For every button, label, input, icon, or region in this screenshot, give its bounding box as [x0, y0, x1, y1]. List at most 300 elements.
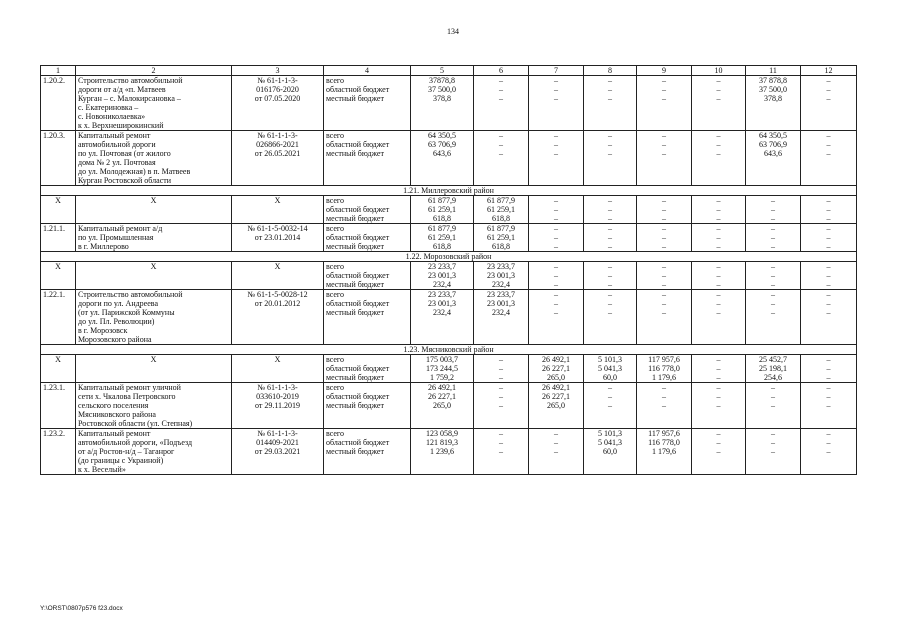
funding-source: областной бюджет [324, 299, 411, 308]
amount-cell: – [746, 290, 801, 300]
section-title: 1.21. Миллеровский район [41, 186, 857, 196]
amount-cell: – [529, 290, 584, 300]
document-ref-line: от 20.01.2012 [254, 299, 301, 308]
amount-cell: – [637, 401, 692, 429]
amount-cell: – [637, 392, 692, 401]
funding-source: областной бюджет [324, 233, 411, 242]
amount-cell: – [637, 383, 692, 393]
amount-cell: 61 877,9 [411, 224, 474, 234]
funding-source: местный бюджет [324, 149, 411, 186]
header-row [41, 66, 857, 76]
amount-cell: – [529, 429, 584, 439]
document-ref [232, 383, 324, 429]
amount-cell: 23 233,7 [411, 290, 474, 300]
amount-cell: 26 227,1 [529, 364, 584, 373]
amount-cell: – [801, 76, 857, 86]
item-number: 1.23.1. [41, 383, 76, 429]
amount-cell: – [746, 401, 801, 429]
item-name-line: дома № 2 ул. Почтовая [78, 158, 156, 167]
amount-cell: – [746, 429, 801, 439]
item-name-line: с. Екатериновка – [78, 103, 139, 112]
table-row [41, 76, 857, 86]
amount-cell: – [746, 299, 801, 308]
document-ref [232, 290, 324, 345]
amount-cell: – [801, 364, 857, 373]
amount-cell: – [801, 85, 857, 94]
amount-cell: 1 179,6 [637, 373, 692, 383]
funding-source: областной бюджет [324, 85, 411, 94]
amount-cell: – [637, 94, 692, 131]
x-placeholder: X [41, 262, 76, 290]
amount-cell: 37 500,0 [411, 85, 474, 94]
column-header: 2 [76, 66, 232, 76]
funding-source: всего [324, 290, 411, 300]
item-number: 1.20.2. [41, 76, 76, 131]
funding-source: всего [324, 262, 411, 272]
amount-cell: 61 259,1 [411, 205, 474, 214]
amount-cell: – [692, 392, 746, 401]
funding-source: областной бюджет [324, 364, 411, 373]
amount-cell: 175 003,7 [411, 355, 474, 365]
amount-cell: – [746, 392, 801, 401]
amount-cell: – [801, 271, 857, 280]
item-name-line: (до границы с Украиной) [78, 456, 164, 465]
funding-source: областной бюджет [324, 140, 411, 149]
document-ref-line: № 61-1-1-3- [257, 76, 298, 85]
amount-cell: 23 001,3 [474, 271, 529, 280]
amount-cell: – [746, 308, 801, 345]
amount-cell: – [692, 364, 746, 373]
amount-cell: 25 452,7 [746, 355, 801, 365]
amount-cell: 618,8 [411, 242, 474, 252]
amount-cell: 26 227,1 [411, 392, 474, 401]
amount-cell: – [801, 290, 857, 300]
amount-cell: – [474, 76, 529, 86]
item-name-line: Капитальный ремонт [78, 131, 151, 140]
amount-cell: 643,6 [411, 149, 474, 186]
amount-cell: – [474, 392, 529, 401]
column-header: 5 [411, 66, 474, 76]
item-name [76, 429, 232, 475]
amount-cell: – [692, 447, 746, 475]
item-name-line: автомобильной дороги [78, 140, 156, 149]
x-placeholder: X [232, 196, 324, 224]
amount-cell: – [801, 94, 857, 131]
amount-cell: – [474, 373, 529, 383]
amount-cell: – [584, 224, 637, 234]
column-header: 12 [801, 66, 857, 76]
funding-source: местный бюджет [324, 242, 411, 252]
amount-cell: – [637, 224, 692, 234]
amount-cell: – [801, 373, 857, 383]
amount-cell: – [801, 131, 857, 141]
table-row [41, 290, 857, 300]
amount-cell: 265,0 [411, 401, 474, 429]
amount-cell: – [637, 290, 692, 300]
item-number: 1.22.1. [41, 290, 76, 345]
amount-cell: – [584, 271, 637, 280]
amount-cell: – [584, 242, 637, 252]
column-header: 1 [41, 66, 76, 76]
column-header: 11 [746, 66, 801, 76]
x-placeholder: X [232, 355, 324, 383]
amount-cell: – [474, 149, 529, 186]
amount-cell: – [529, 196, 584, 206]
amount-cell: – [746, 224, 801, 234]
amount-cell: – [801, 401, 857, 429]
amount-cell: 265,0 [529, 373, 584, 383]
amount-cell: – [692, 373, 746, 383]
section-title: 1.23. Мясниковский район [41, 345, 857, 355]
amount-cell: – [801, 224, 857, 234]
document-ref-line: № 61-1-1-3- [257, 131, 298, 140]
amount-cell: 60,0 [584, 373, 637, 383]
amount-cell: 23 233,7 [474, 290, 529, 300]
amount-cell: 23 001,3 [474, 299, 529, 308]
amount-cell: 5 101,3 [584, 429, 637, 439]
amount-cell: 116 778,0 [637, 438, 692, 447]
amount-cell: 61 259,1 [474, 205, 529, 214]
amount-cell: – [584, 308, 637, 345]
amount-cell: – [474, 447, 529, 475]
item-name-line: по ул. Почтовая (от жилого [78, 149, 171, 158]
funding-source: областной бюджет [324, 392, 411, 401]
amount-cell: 61 877,9 [474, 224, 529, 234]
amount-cell: 1 239,6 [411, 447, 474, 475]
amount-cell: – [529, 299, 584, 308]
amount-cell: – [692, 290, 746, 300]
document-ref-line: № 61-1-1-3- [257, 429, 298, 438]
amount-cell: – [692, 233, 746, 242]
table-row [41, 224, 857, 234]
amount-cell: – [637, 140, 692, 149]
amount-cell: 61 259,1 [411, 233, 474, 242]
column-header: 7 [529, 66, 584, 76]
amount-cell: 64 350,5 [746, 131, 801, 141]
item-name-line: до ул. Молодежная) в п. Матвеев [78, 167, 191, 176]
item-name-line: дороги от а/д «п. Матвеев [78, 85, 166, 94]
amount-cell: – [529, 85, 584, 94]
amount-cell: – [584, 383, 637, 393]
amount-cell: – [474, 355, 529, 365]
item-name-line: к х. Веселый» [78, 465, 126, 474]
amount-cell: 23 233,7 [411, 262, 474, 272]
amount-cell: – [529, 233, 584, 242]
amount-cell: 37 878,8 [746, 76, 801, 86]
amount-cell: – [746, 438, 801, 447]
amount-cell: 173 244,5 [411, 364, 474, 373]
item-name-line: Курган Ростовской области [78, 176, 172, 185]
amount-cell: 23 001,3 [411, 271, 474, 280]
item-name-line: Строительство автомобильной [78, 290, 183, 299]
document-ref-line: от 26.05.2021 [254, 149, 301, 158]
amount-cell: – [801, 233, 857, 242]
amount-cell: 1 179,6 [637, 447, 692, 475]
amount-cell: – [529, 76, 584, 86]
item-name-line: (от ул. Парижской Коммуны [78, 308, 175, 317]
document-ref [232, 429, 324, 475]
x-placeholder: X [76, 196, 232, 224]
amount-cell: 643,6 [746, 149, 801, 186]
amount-cell: 121 819,3 [411, 438, 474, 447]
table-row [41, 196, 857, 206]
document-ref-line: 016176-2020 [256, 85, 299, 94]
funding-source: областной бюджет [324, 205, 411, 214]
column-header: 10 [692, 66, 746, 76]
section-row [41, 252, 857, 262]
amount-cell: – [692, 196, 746, 206]
item-name-line: по ул. Промышленная [78, 233, 154, 242]
amount-cell: – [529, 205, 584, 214]
amount-cell: – [746, 280, 801, 290]
item-name-line: Морозовского района [78, 335, 152, 344]
amount-cell: – [692, 383, 746, 393]
table-row [41, 429, 857, 439]
amount-cell: – [801, 308, 857, 345]
section-row [41, 186, 857, 196]
amount-cell: 37 500,0 [746, 85, 801, 94]
amount-cell: – [474, 383, 529, 393]
item-name-line: в г. Морозовск [78, 326, 128, 335]
amount-cell: – [801, 149, 857, 186]
document-ref-line: 026866-2021 [256, 140, 299, 149]
amount-cell: – [584, 392, 637, 401]
funding-source: всего [324, 196, 411, 206]
funding-source: всего [324, 224, 411, 234]
amount-cell: 5 041,3 [584, 364, 637, 373]
amount-cell: – [801, 429, 857, 439]
amount-cell: – [692, 271, 746, 280]
amount-cell: 63 706,9 [411, 140, 474, 149]
amount-cell: 254,6 [746, 373, 801, 383]
amount-cell: – [584, 214, 637, 224]
document-ref-line: 014409-2021 [256, 438, 299, 447]
amount-cell: – [637, 205, 692, 214]
funding-source: областной бюджет [324, 271, 411, 280]
amount-cell: 265,0 [529, 401, 584, 429]
amount-cell: – [637, 308, 692, 345]
amount-cell: 5 041,3 [584, 438, 637, 447]
amount-cell: – [529, 94, 584, 131]
column-header: 6 [474, 66, 529, 76]
amount-cell: 26 492,1 [411, 383, 474, 393]
amount-cell: – [801, 140, 857, 149]
amount-cell: – [692, 214, 746, 224]
document-ref-line: 033610-2019 [256, 392, 299, 401]
column-header: 4 [324, 66, 411, 76]
item-name-line: сети х. Чкалова Петровского [78, 392, 176, 401]
document-ref-line: № 61-1-5-0028-12 [247, 290, 308, 299]
amount-cell: – [529, 214, 584, 224]
item-number: 1.20.3. [41, 131, 76, 186]
amount-cell: – [529, 242, 584, 252]
column-header: 3 [232, 66, 324, 76]
funding-source: местный бюджет [324, 447, 411, 475]
table-row [41, 383, 857, 393]
amount-cell: – [474, 94, 529, 131]
amount-cell: – [474, 438, 529, 447]
amount-cell: – [637, 76, 692, 86]
amount-cell: – [584, 196, 637, 206]
document-ref-line: от 29.11.2019 [254, 401, 301, 410]
section-row [41, 345, 857, 355]
amount-cell: 63 706,9 [746, 140, 801, 149]
funding-source: всего [324, 383, 411, 393]
table-row [41, 262, 857, 272]
amount-cell: – [692, 429, 746, 439]
item-name-line: дороги по ул. Андреева [78, 299, 159, 308]
amount-cell: – [474, 429, 529, 439]
amount-cell: – [801, 299, 857, 308]
amount-cell: – [637, 242, 692, 252]
x-placeholder: X [76, 262, 232, 290]
amount-cell: – [692, 401, 746, 429]
document-ref [232, 224, 324, 252]
amount-cell: 61 259,1 [474, 233, 529, 242]
amount-cell: – [529, 280, 584, 290]
item-name-line: Капитальный ремонт а/д [78, 224, 163, 233]
amount-cell: – [801, 438, 857, 447]
amount-cell: – [692, 85, 746, 94]
amount-cell: 26 492,1 [529, 383, 584, 393]
amount-cell: – [746, 196, 801, 206]
amount-cell: – [584, 149, 637, 186]
document-ref-line: от 07.05.2020 [254, 94, 301, 103]
amount-cell: – [637, 196, 692, 206]
amount-cell: – [637, 131, 692, 141]
amount-cell: – [637, 233, 692, 242]
document-ref-line: № 61-1-1-3- [257, 383, 298, 392]
amount-cell: – [529, 140, 584, 149]
item-name-line: до ул. Пл. Революции) [78, 317, 155, 326]
amount-cell: 116 778,0 [637, 364, 692, 373]
amount-cell: – [692, 355, 746, 365]
funding-source: всего [324, 76, 411, 86]
amount-cell: – [692, 438, 746, 447]
x-placeholder: X [232, 262, 324, 290]
amount-cell: – [529, 447, 584, 475]
column-header: 9 [637, 66, 692, 76]
funding-source: местный бюджет [324, 401, 411, 429]
item-name [76, 224, 232, 252]
amount-cell: – [584, 290, 637, 300]
amount-cell: 618,8 [474, 214, 529, 224]
document-ref-line: от 23.01.2014 [254, 233, 301, 242]
amount-cell: – [692, 140, 746, 149]
amount-cell: – [692, 94, 746, 131]
amount-cell: – [529, 224, 584, 234]
amount-cell: – [584, 131, 637, 141]
amount-cell: – [637, 149, 692, 186]
amount-cell: – [584, 140, 637, 149]
amount-cell: – [474, 131, 529, 141]
item-name-line: в г. Миллерово [78, 242, 129, 251]
item-name-line: сельского поселения [78, 401, 149, 410]
amount-cell: – [637, 280, 692, 290]
amount-cell: 378,8 [411, 94, 474, 131]
amount-cell: – [746, 214, 801, 224]
amount-cell: – [746, 383, 801, 393]
amount-cell: – [692, 131, 746, 141]
amount-cell: – [692, 76, 746, 86]
amount-cell: 25 198,1 [746, 364, 801, 373]
amount-cell: – [692, 149, 746, 186]
amount-cell: 26 227,1 [529, 392, 584, 401]
amount-cell: – [801, 205, 857, 214]
amount-cell: 61 877,9 [411, 196, 474, 206]
x-placeholder: X [76, 355, 232, 383]
amount-cell: – [474, 140, 529, 149]
amount-cell: – [801, 447, 857, 475]
amount-cell: – [474, 85, 529, 94]
amount-cell: – [801, 242, 857, 252]
section-title: 1.22. Морозовский район [41, 252, 857, 262]
amount-cell: 23 001,3 [411, 299, 474, 308]
amount-cell: 232,4 [411, 280, 474, 290]
amount-cell: – [637, 271, 692, 280]
amount-cell: – [584, 76, 637, 86]
amount-cell: – [692, 280, 746, 290]
amount-cell: – [746, 205, 801, 214]
amount-cell: 378,8 [746, 94, 801, 131]
amount-cell: – [637, 214, 692, 224]
amount-cell: – [801, 214, 857, 224]
item-name [76, 76, 232, 131]
item-name [76, 290, 232, 345]
amount-cell: – [801, 392, 857, 401]
amount-cell: 232,4 [474, 308, 529, 345]
amount-cell: 5 101,3 [584, 355, 637, 365]
amount-cell: – [692, 205, 746, 214]
budget-table [40, 65, 857, 475]
amount-cell: 232,4 [474, 280, 529, 290]
amount-cell: – [529, 131, 584, 141]
amount-cell: – [584, 94, 637, 131]
funding-source: областной бюджет [324, 438, 411, 447]
amount-cell: 117 957,6 [637, 355, 692, 365]
amount-cell: 26 492,1 [529, 355, 584, 365]
item-name-line: с. Новониколаевка» [78, 112, 146, 121]
x-placeholder: X [41, 196, 76, 224]
document-ref-line: № 61-1-5-0032-14 [247, 224, 308, 233]
amount-cell: – [637, 85, 692, 94]
amount-cell: – [692, 224, 746, 234]
amount-cell: – [474, 364, 529, 373]
amount-cell: 23 233,7 [474, 262, 529, 272]
amount-cell: – [801, 196, 857, 206]
amount-cell: – [637, 299, 692, 308]
document-ref [232, 131, 324, 186]
funding-source: местный бюджет [324, 373, 411, 383]
table-row [41, 131, 857, 141]
amount-cell: – [692, 262, 746, 272]
item-name-line: Строительство автомобильной [78, 76, 183, 85]
amount-cell: – [584, 85, 637, 94]
item-name-line: от а/д Ростов-н/д – Таганрог [78, 447, 175, 456]
item-name-line: Мясниковского района [78, 410, 156, 419]
item-name [76, 131, 232, 186]
item-name-line: Ростовской области (ул. Степная) [78, 419, 193, 428]
funding-source: местный бюджет [324, 308, 411, 345]
item-name [76, 383, 232, 429]
file-path-footer: Y:\ORST\0807p576 f23.docx [40, 605, 123, 612]
amount-cell: 1 759,2 [411, 373, 474, 383]
item-number: 1.21.1. [41, 224, 76, 252]
amount-cell: – [692, 242, 746, 252]
amount-cell: – [801, 280, 857, 290]
amount-cell: 64 350,5 [411, 131, 474, 141]
amount-cell: – [584, 401, 637, 429]
